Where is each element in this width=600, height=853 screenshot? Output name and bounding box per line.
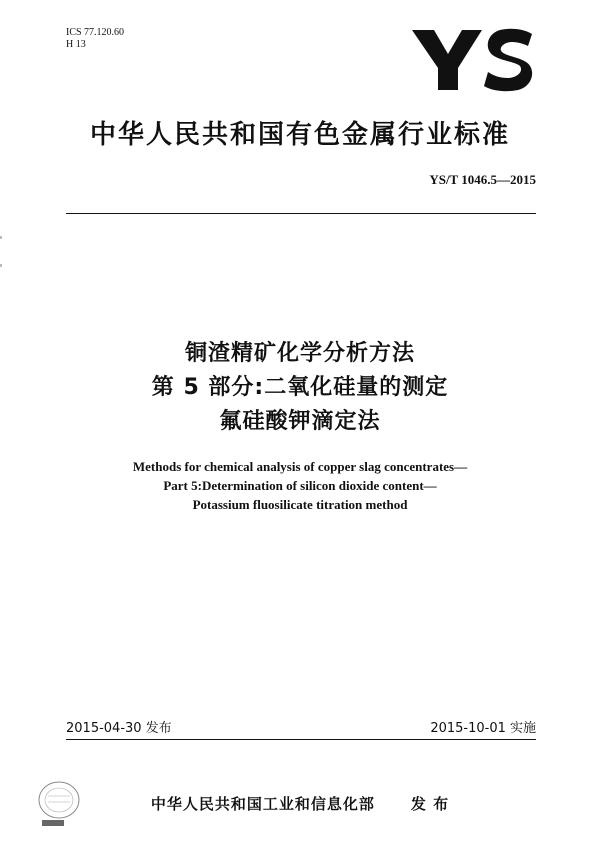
english-title-line-2: Part 5:Determination of silicon dioxide content— [163, 478, 437, 493]
footer-rule [66, 739, 536, 740]
scan-edge-mark [0, 264, 2, 267]
issuer-name: 中华人民共和国工业和信息化部 [150, 795, 375, 813]
issue-date: 2015-04-30 发布 [66, 721, 172, 736]
industry-standard-title: 中华人民共和国有色金属行业标准 [89, 120, 510, 150]
english-title-line-1: Methods for chemical analysis of copper slag concentrates— [132, 459, 468, 474]
header-rule [66, 213, 536, 214]
ics-code: ICS 77.120.60 [66, 27, 125, 38]
issuing-authority [0, 793, 600, 814]
ccs-code: H 13 [66, 39, 86, 50]
issuer-action: 发 布 [410, 795, 450, 813]
ys-logo [408, 24, 536, 96]
english-title-line-3: Potassium fluosilicate titration method [192, 497, 408, 512]
chinese-title-line-3: 氟硅酸钾滴定法 [219, 409, 381, 434]
scan-edge-mark [0, 236, 2, 239]
chinese-title-line-2: 第 5 部分:二氧化硅量的测定 [151, 375, 449, 400]
chinese-title-line-1: 铜渣精矿化学分析方法 [184, 341, 415, 366]
standard-number: YS/T 1046.5—2015 [429, 172, 536, 187]
effective-date: 2015-10-01 实施 [430, 721, 536, 736]
classification-block [66, 27, 124, 51]
